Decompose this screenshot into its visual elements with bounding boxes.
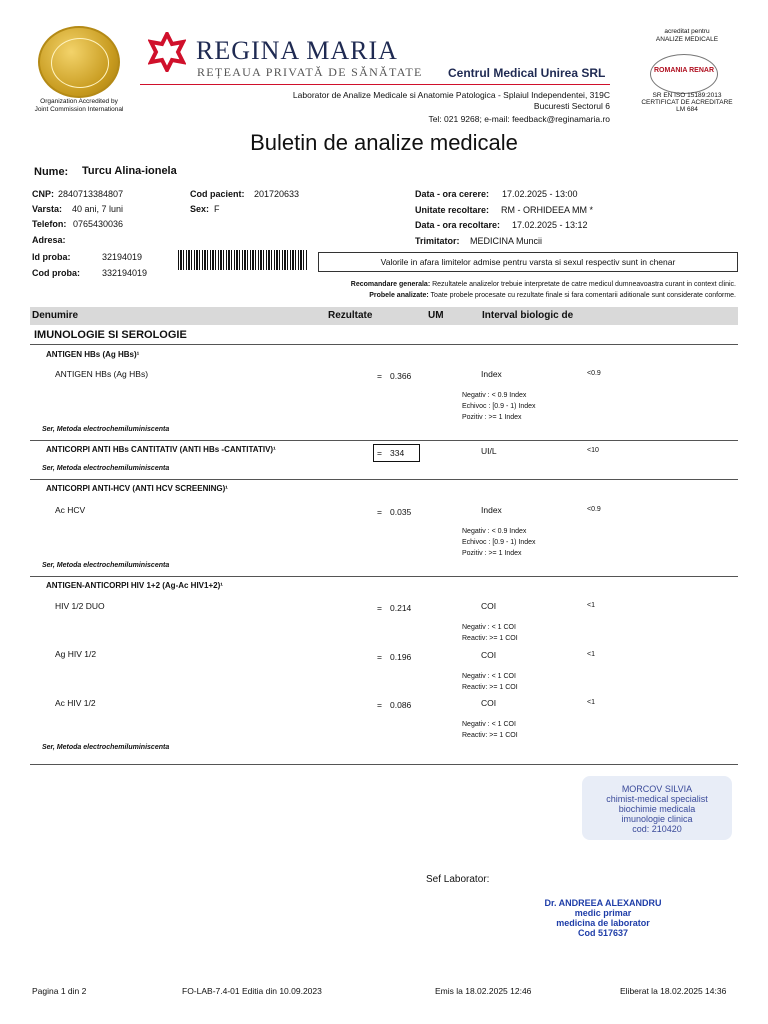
age-label: Varsta: bbox=[32, 204, 63, 214]
test-ref: <0.9 bbox=[587, 370, 601, 377]
test-interpretation: Negativ : < 1 COI Reactiv: >= 1 COI bbox=[462, 673, 518, 691]
lab-address-line2: Bucuresti Sectorul 6 bbox=[533, 101, 610, 111]
request-value: 17.02.2025 - 13:00 bbox=[502, 189, 578, 199]
page-number: Pagina 1 din 2 bbox=[32, 986, 87, 996]
test-um: UI/L bbox=[481, 446, 497, 456]
test-name: ANTIGEN HBs (Ag HBs) bbox=[55, 369, 149, 379]
test-name: Ac HIV 1/2 bbox=[55, 698, 96, 708]
test-um: Index bbox=[481, 369, 502, 379]
method-note: Ser, Metoda electrochemiluminiscenta bbox=[42, 465, 170, 472]
test-ref: <10 bbox=[587, 447, 599, 454]
recommendation: Recomandare generala: Rezultatele analizelor trebuie interpretate de catre medicul dumneavoastra curant in context clinic. Probele analizate: Toate probele procesate cu rezultate finale si fara comentarii aditionale sunt considerate conforme. bbox=[350, 281, 736, 299]
test-eq: = bbox=[377, 507, 382, 517]
divider bbox=[30, 344, 738, 345]
test-eq: = bbox=[377, 448, 382, 458]
test-eq: = bbox=[377, 652, 382, 662]
test-interpretation: Negativ : < 1 COI Reactiv: >= 1 COI bbox=[462, 721, 518, 739]
specialist-stamp: MORCOV SILVIA chimist-medical specialist biochimie medicala imunologie clinica cod: 210420 bbox=[582, 776, 732, 840]
test-ref: <1 bbox=[587, 699, 595, 706]
contact-info: Tel: 021 9268; e-mail: feedback@reginamaria.ro bbox=[428, 114, 610, 124]
test-value: 0.086 bbox=[390, 700, 412, 710]
cnp-value: 2840713384807 bbox=[58, 189, 124, 199]
lab-address-line1: Laborator de Analize Medicale si Anatomie Patologica - Splaiul Independentei, 319C bbox=[292, 90, 610, 100]
test-um: Index bbox=[481, 505, 502, 515]
issued-date: Emis la 18.02.2025 12:46 bbox=[435, 986, 532, 996]
test-um: COI bbox=[481, 650, 497, 660]
divider bbox=[30, 576, 738, 577]
test-ref: <1 bbox=[587, 651, 595, 658]
divider bbox=[30, 479, 738, 480]
center-name: Centrul Medical Unirea SRL bbox=[448, 66, 606, 80]
col-um: UM bbox=[428, 310, 444, 321]
test-name: Ac HCV bbox=[55, 505, 86, 515]
patient-code-value: 201720633 bbox=[254, 189, 300, 199]
col-denumire: Denumire bbox=[32, 310, 79, 321]
brand-subtitle: REȚEAUA PRIVATĂ DE SĂNĂTATE bbox=[197, 65, 423, 79]
test-um: COI bbox=[481, 601, 497, 611]
sex-value: F bbox=[214, 204, 220, 214]
sender-value: MEDICINA Muncii bbox=[470, 236, 543, 246]
test-value: 334 bbox=[390, 448, 405, 458]
brand-title: REGINA MARIA bbox=[196, 36, 398, 65]
header-divider bbox=[140, 84, 610, 85]
unit-label: Unitate recoltare: bbox=[415, 205, 490, 215]
test-value: 0.366 bbox=[390, 371, 412, 381]
name-label: Nume: bbox=[34, 166, 69, 178]
test-value: 0.214 bbox=[390, 603, 412, 613]
section-title: IMUNOLOGIE SI SEROLOGIE bbox=[34, 329, 187, 341]
form-code: FO-LAB-7.4-01 Editia din 10.09.2023 bbox=[182, 986, 322, 996]
table-header bbox=[30, 307, 738, 325]
test-interpretation: Negativ : < 1 COI Reactiv: >= 1 COI bbox=[462, 624, 518, 642]
test-eq: = bbox=[377, 700, 382, 710]
age-value: 40 ani, 7 luni bbox=[72, 204, 124, 214]
id-proba-label: Id proba: bbox=[32, 252, 71, 262]
id-proba-value: 32194019 bbox=[102, 252, 143, 262]
sex-label: Sex: bbox=[190, 204, 210, 214]
patient-code-label: Cod pacient: bbox=[190, 189, 245, 199]
chief-stamp: Dr. ANDREEA ALEXANDRU medic primar medicina de laborator Cod 517637 bbox=[544, 898, 662, 938]
accreditation-bottom: SR EN ISO 15189:2013 CERTIFICAT DE ACREDITARE LM 684 bbox=[641, 92, 733, 113]
test-value: 0.196 bbox=[390, 652, 412, 662]
test-interpretation: Negativ : < 0.9 Index Echivoc : [0.9 - 1) Index Pozitiv : >= 1 Index bbox=[462, 528, 536, 557]
lab-address bbox=[250, 90, 610, 112]
cod-proba-label: Cod proba: bbox=[32, 268, 80, 278]
cod-proba-value: 332194019 bbox=[102, 268, 148, 278]
address-label: Adresa: bbox=[32, 235, 66, 245]
test-interpretation: Negativ : < 0.9 Index Echivoc : [0.9 - 1) Index Pozitiv : >= 1 Index bbox=[462, 392, 536, 421]
test-eq: = bbox=[377, 371, 382, 381]
cnp-label: CNP: bbox=[32, 189, 54, 199]
chief-label: Sef Laborator: bbox=[426, 874, 490, 885]
document-title: Buletin de analize medicale bbox=[250, 130, 518, 155]
test-name: HIV 1/2 DUO bbox=[55, 601, 105, 611]
released-date: Eliberat la 18.02.2025 14:36 bbox=[620, 986, 727, 996]
renar-logo-icon: ROMANIA RENAR bbox=[650, 54, 718, 94]
test-eq: = bbox=[377, 603, 382, 613]
regina-maria-logo-icon bbox=[148, 32, 186, 72]
request-label: Data - ora cerere: bbox=[415, 189, 490, 199]
divider bbox=[30, 440, 738, 441]
method-note: Ser, Metoda electrochemiluminiscenta bbox=[42, 744, 170, 751]
patient-name: Turcu Alina-ionela bbox=[82, 165, 177, 177]
group-title: ANTICORPI ANTI HBs CANTITATIV (ANTI HBs -CANTITATIV)¹ bbox=[46, 445, 276, 454]
divider bbox=[30, 764, 738, 765]
phone-value: 0765430036 bbox=[73, 219, 124, 229]
method-note: Ser, Metoda electrochemiluminiscenta bbox=[42, 562, 170, 569]
test-ref: <0.9 bbox=[587, 506, 601, 513]
collect-label: Data - ora recoltare: bbox=[415, 220, 501, 230]
method-note: Ser, Metoda electrochemiluminiscenta bbox=[42, 426, 170, 433]
group-title: ANTICORPI ANTI-HCV (ANTI HCV SCREENING)¹ bbox=[46, 484, 228, 493]
test-um: COI bbox=[481, 698, 497, 708]
group-title: ANTIGEN HBs (Ag HBs)¹ bbox=[46, 350, 140, 359]
test-name: Ag HIV 1/2 bbox=[55, 649, 97, 659]
barcode bbox=[178, 250, 308, 270]
phone-label: Telefon: bbox=[32, 219, 67, 229]
col-interval: Interval biologic de bbox=[482, 310, 574, 321]
test-value: 0.035 bbox=[390, 507, 412, 517]
test-ref: <1 bbox=[587, 602, 595, 609]
out-of-range-notice: Valorile in afara limitelor admise pentru varsta si sexul respectiv sunt in chenar bbox=[318, 252, 738, 272]
jci-caption: Organization Accredited by Joint Commission International bbox=[34, 98, 124, 113]
col-rezultate: Rezultate bbox=[328, 310, 373, 321]
unit-value: RM - ORHIDEEA MM * bbox=[501, 205, 594, 215]
group-title: ANTIGEN-ANTICORPI HIV 1+2 (Ag-Ac HIV1+2)¹ bbox=[46, 581, 223, 590]
collect-value: 17.02.2025 - 13:12 bbox=[512, 220, 588, 230]
sender-label: Trimitator: bbox=[415, 236, 460, 246]
accreditation-top: acreditat pentru ANALIZE MEDICALE bbox=[655, 28, 719, 43]
jci-seal bbox=[38, 26, 120, 98]
